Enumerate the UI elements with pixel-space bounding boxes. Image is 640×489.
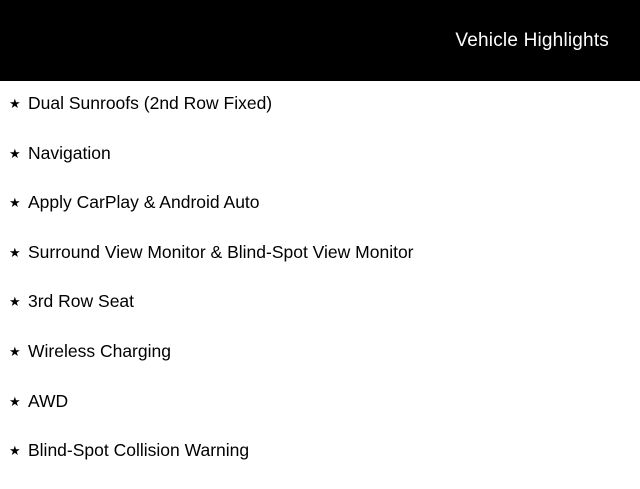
star-icon: ★: [9, 294, 21, 310]
list-item-label: Surround View Monitor & Blind-Spot View Monitor: [28, 241, 414, 262]
list-item: [0, 241, 640, 291]
list-item: [0, 439, 640, 489]
list-item-label: Wireless Charging: [28, 340, 171, 361]
page-title: Vehicle Highlights: [455, 30, 609, 51]
list-item-label: Navigation: [28, 142, 111, 163]
list-item-label: 3rd Row Seat: [28, 291, 135, 312]
list-item: [0, 142, 640, 192]
star-icon: ★: [9, 443, 21, 459]
list-item: [0, 390, 640, 440]
list-item-label: Blind-Spot Collision Warning: [28, 440, 250, 461]
list-item-label: AWD: [28, 390, 69, 411]
list-item: [0, 290, 640, 340]
list-item: [0, 340, 640, 390]
list-item: [0, 92, 640, 142]
star-icon: ★: [9, 96, 21, 111]
star-icon: ★: [9, 195, 21, 211]
star-icon: ★: [9, 244, 21, 260]
list-item-label: Apply CarPlay & Android Auto: [28, 192, 260, 213]
star-icon: ★: [9, 343, 21, 359]
star-icon: ★: [9, 393, 21, 409]
list-item-label: Dual Sunroofs (2nd Row Fixed): [28, 93, 273, 113]
header-bar: [0, 0, 640, 81]
list-item: [0, 191, 640, 241]
star-icon: ★: [9, 145, 21, 161]
vehicle-highlights-list: [0, 81, 640, 489]
